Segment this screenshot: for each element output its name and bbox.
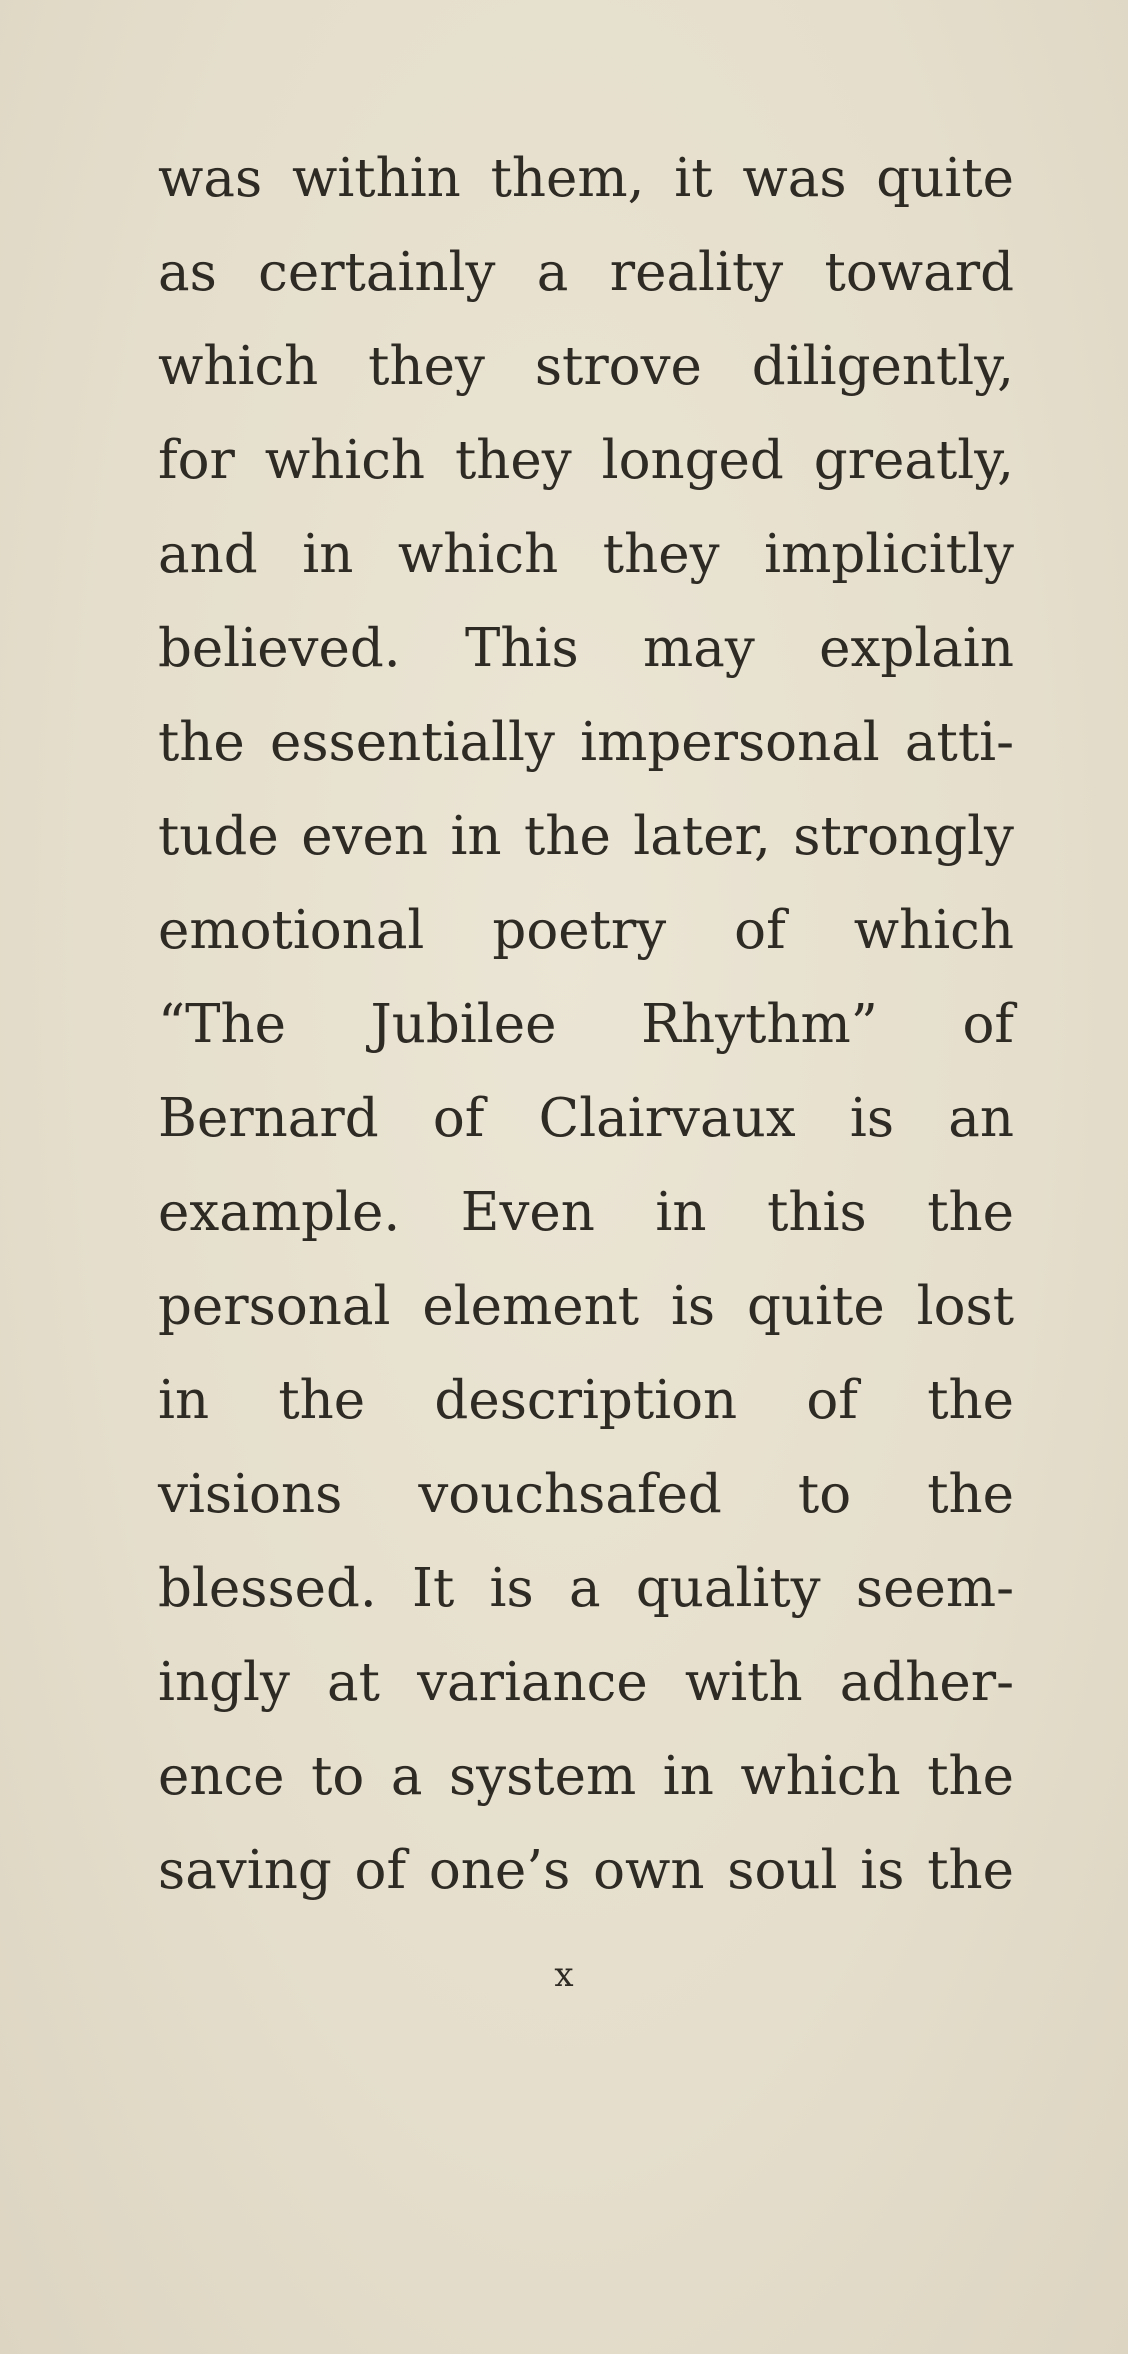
- text-line: ence to a system in which the: [158, 1746, 1014, 1807]
- text-line: in the description of the: [158, 1370, 1014, 1431]
- text-line: for which they longed greatly,: [158, 430, 1014, 491]
- body-text: [158, 132, 1014, 1918]
- text-line: ingly at variance with adher-: [158, 1652, 1014, 1713]
- text-line: as certainly a reality toward: [158, 242, 1014, 303]
- text-line: saving of one’s own soul is the: [158, 1840, 1014, 1901]
- text-line: was within them, it was quite: [158, 148, 1014, 209]
- text-line: personal element is quite lost: [158, 1276, 1014, 1337]
- text-line: believed. This may explain: [158, 618, 1014, 679]
- text-line: which they strove diligently,: [158, 336, 1014, 397]
- page-number: x: [554, 1955, 574, 1995]
- text-line: blessed. It is a quality seem-: [158, 1558, 1014, 1619]
- text-line: tude even in the later, strongly: [158, 806, 1014, 867]
- text-line: and in which they implicitly: [158, 524, 1014, 585]
- text-line: “The Jubilee Rhythm” of: [158, 994, 1014, 1055]
- text-line: the essentially impersonal atti-: [158, 712, 1014, 773]
- text-line: example. Even in this the: [158, 1182, 1014, 1243]
- text-line: visions vouchsafed to the: [158, 1464, 1014, 1525]
- text-line: emotional poetry of which: [158, 900, 1014, 961]
- text-line: Bernard of Clairvaux is an: [158, 1088, 1014, 1149]
